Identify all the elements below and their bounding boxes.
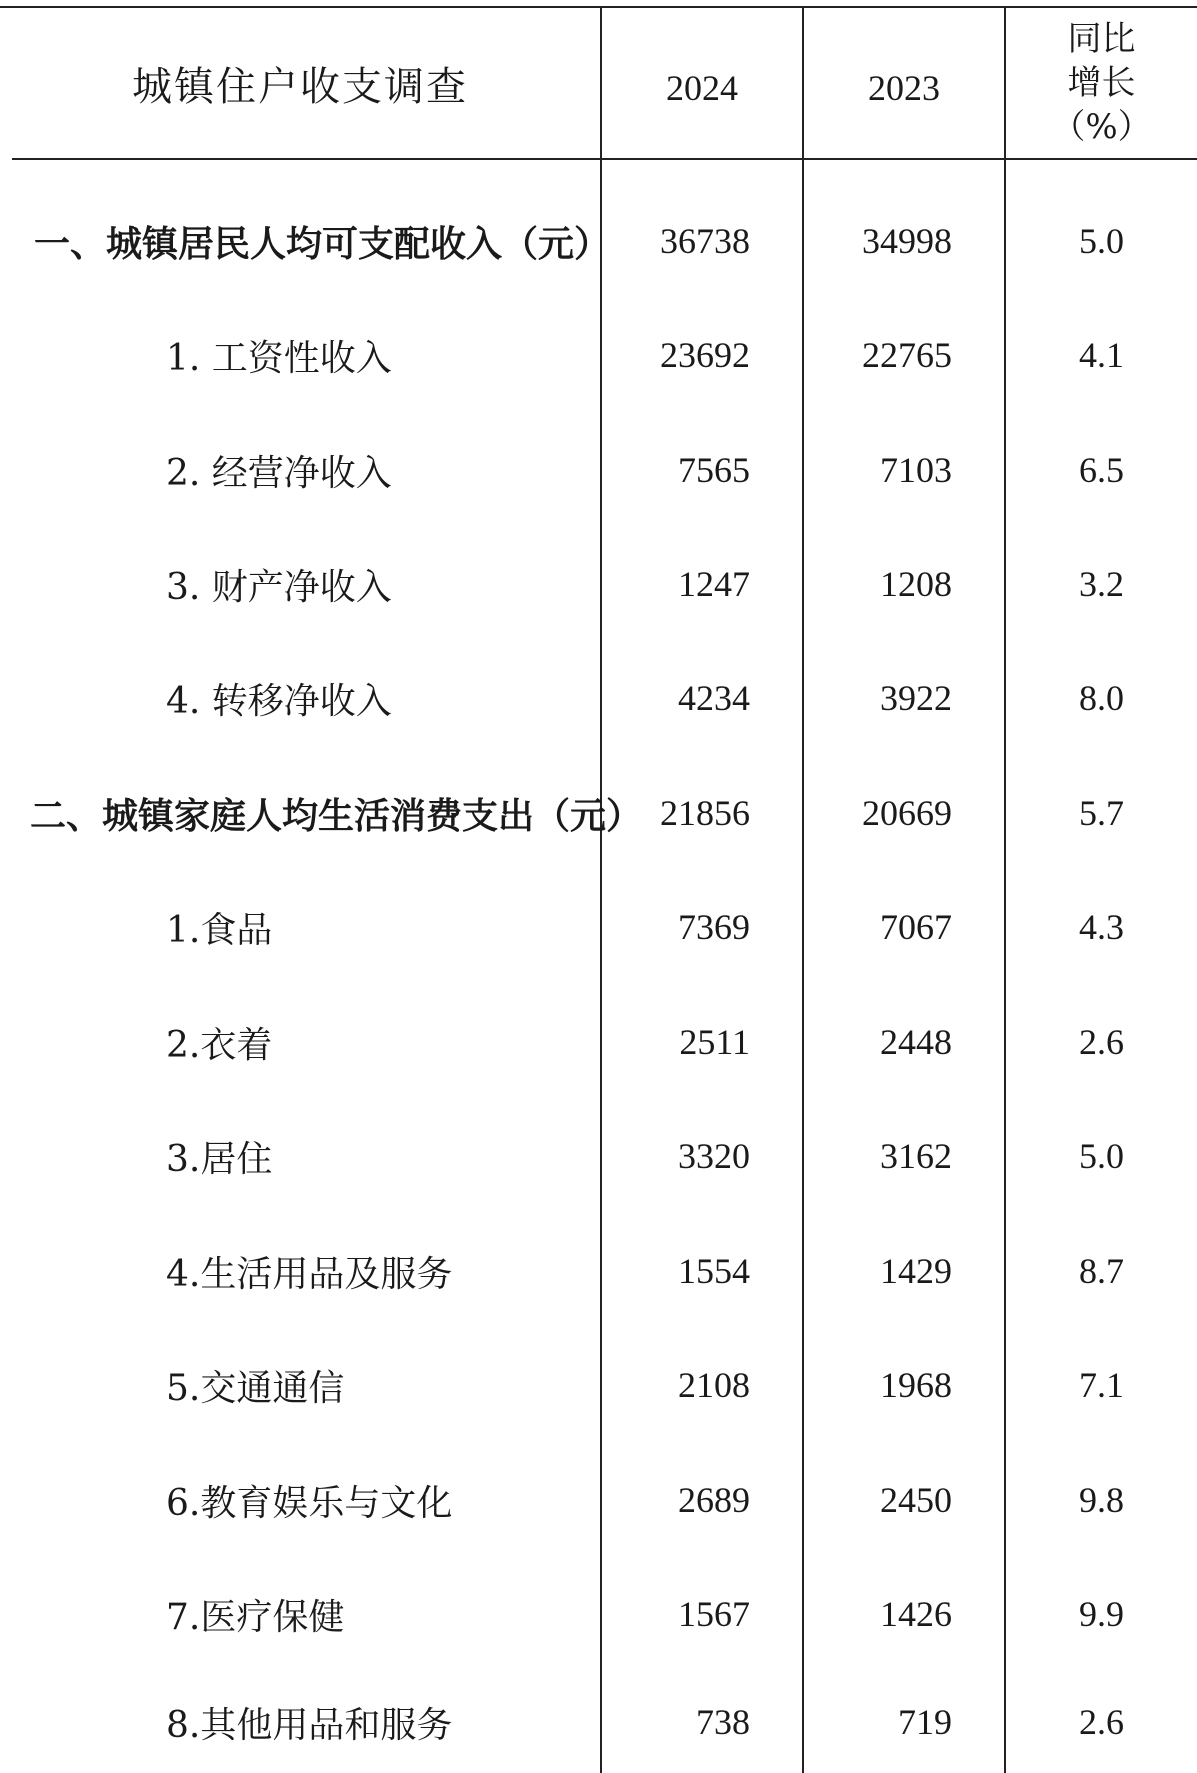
value-2024: 7369: [678, 907, 750, 947]
row-label: 2. 经营净收入: [166, 452, 392, 494]
value-2024: 1247: [678, 564, 750, 604]
value-2024: 7565: [678, 450, 750, 490]
table-row: [0, 527, 1197, 641]
header-growth: [1006, 8, 1197, 158]
row-label: 一、城镇居民人均可支配收入（元）: [34, 222, 611, 265]
value-2023: 1208: [880, 564, 952, 604]
table-row: [0, 985, 1197, 1099]
value-2023: 22765: [862, 335, 952, 375]
value-2024: 23692: [660, 335, 750, 375]
header-title-text: 城镇住户收支调查: [132, 63, 468, 110]
header-2023-text: 2023: [868, 68, 940, 108]
value-growth: 8.0: [1079, 678, 1124, 718]
header-growth-line1: 同比: [1067, 19, 1136, 59]
value-growth: 4.3: [1079, 907, 1124, 947]
table-row: [0, 1671, 1197, 1773]
header-2024-text: 2024: [666, 68, 738, 108]
row-label: 5.交通通信: [166, 1367, 345, 1409]
row-label: 4.生活用品及服务: [166, 1253, 453, 1295]
value-2024: 3320: [678, 1136, 750, 1176]
value-2024: 738: [696, 1702, 750, 1742]
table-row: [0, 413, 1197, 527]
value-growth: 7.1: [1079, 1365, 1124, 1405]
row-label: 1. 工资性收入: [166, 337, 392, 379]
value-2023: 34998: [862, 221, 952, 261]
value-2023: 3162: [880, 1136, 952, 1176]
value-2024: 2689: [678, 1480, 750, 1520]
value-2023: 7103: [880, 450, 952, 490]
value-2024: 36738: [660, 221, 750, 261]
row-label: 3. 财产净收入: [166, 566, 392, 608]
value-growth: 5.0: [1079, 1136, 1124, 1176]
header-2024: [602, 8, 802, 168]
value-growth: 9.9: [1079, 1594, 1124, 1634]
value-2023: 2448: [880, 1022, 952, 1062]
value-growth: 5.7: [1079, 793, 1124, 833]
row-label: 8.其他用品和服务: [166, 1704, 453, 1746]
value-2023: 1968: [880, 1365, 952, 1405]
table-row: [0, 298, 1197, 412]
row-label: 4. 转移净收入: [166, 680, 392, 722]
value-2023: 1426: [880, 1594, 952, 1634]
header-title: [0, 8, 600, 158]
table-row: [0, 1443, 1197, 1557]
value-growth: 2.6: [1079, 1022, 1124, 1062]
value-growth: 9.8: [1079, 1480, 1124, 1520]
table-row: [0, 184, 1197, 298]
row-label: 7.医疗保健: [166, 1596, 345, 1638]
value-2023: 7067: [880, 907, 952, 947]
header-growth-line3: （%）: [1051, 107, 1152, 147]
table-row: [0, 870, 1197, 984]
value-2023: 3922: [880, 678, 952, 718]
value-2024: 1554: [678, 1251, 750, 1291]
value-2024: 2108: [678, 1365, 750, 1405]
value-2024: 21856: [660, 793, 750, 833]
value-growth: 8.7: [1079, 1251, 1124, 1291]
row-label: 2.衣着: [166, 1024, 273, 1066]
table-row: [0, 1557, 1197, 1671]
row-label: 6.教育娱乐与文化: [166, 1482, 453, 1524]
value-growth: 6.5: [1079, 450, 1124, 490]
value-2024: 2511: [679, 1022, 750, 1062]
table-row: [0, 1099, 1197, 1213]
row-label: 1.食品: [166, 909, 273, 951]
value-growth: 2.6: [1079, 1702, 1124, 1742]
value-2023: 719: [898, 1702, 952, 1742]
value-2023: 2450: [880, 1480, 952, 1520]
value-2023: 20669: [862, 793, 952, 833]
value-growth: 3.2: [1079, 564, 1124, 604]
row-label: 3.居住: [166, 1138, 273, 1180]
row-label: 二、城镇家庭人均生活消费支出（元）: [30, 794, 643, 837]
value-2023: 1429: [880, 1251, 952, 1291]
table-row: [0, 756, 1197, 870]
table-row: [0, 641, 1197, 755]
value-growth: 4.1: [1079, 335, 1124, 375]
header-2023: [804, 8, 1004, 168]
value-2024: 1567: [678, 1594, 750, 1634]
value-2024: 4234: [678, 678, 750, 718]
table-row: [0, 1328, 1197, 1442]
table-row: [0, 1214, 1197, 1328]
value-growth: 5.0: [1079, 221, 1124, 261]
header-growth-line2: 增长: [1067, 63, 1136, 103]
